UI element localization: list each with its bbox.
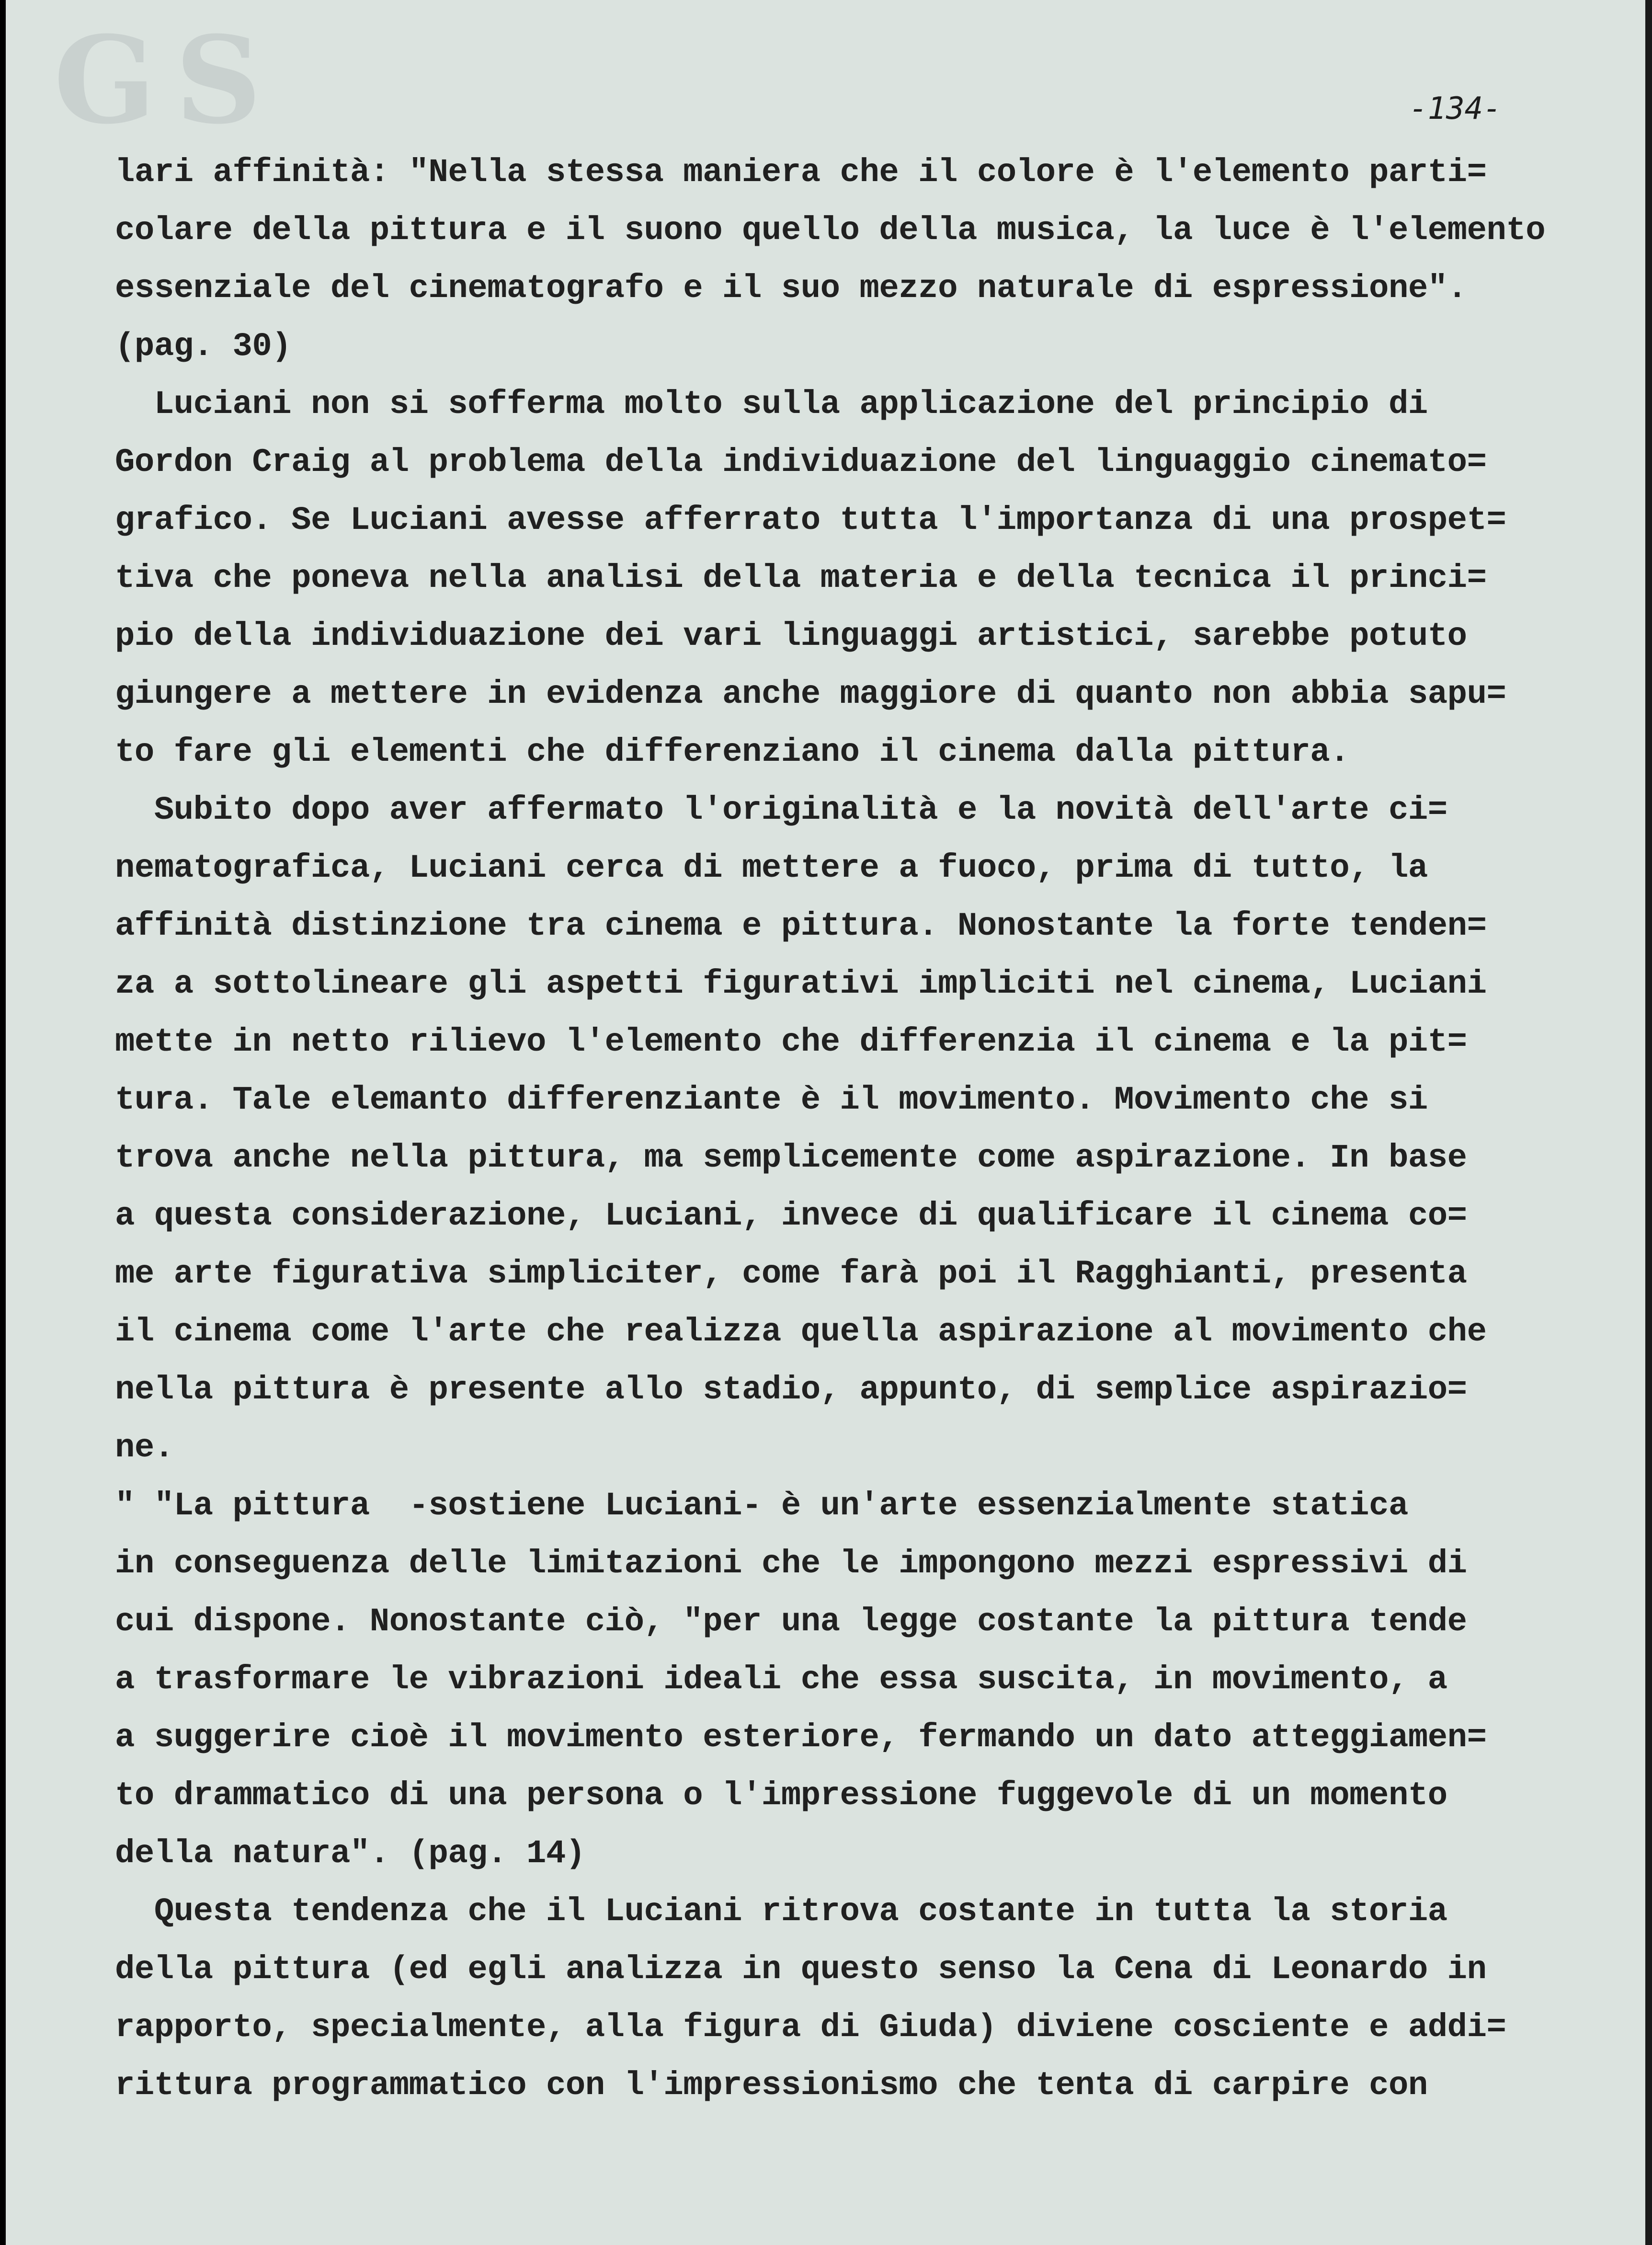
text-line: tiva che poneva nella analisi della materia e della tecnica il princi= [115,560,1487,597]
text-line: ne. [115,1429,174,1466]
text-line: grafico. Se Luciani avesse afferrato tutta l'importanza di una prospet= [115,502,1506,539]
text-line: cui dispone. Nonostante ciò, "per una legge costante la pittura tende [115,1603,1467,1640]
text-line: giungere a mettere in evidenza anche maggiore di quanto non abbia sapu= [115,676,1506,713]
text-line: affinità distinzione tra cinema e pittura. Nonostante la forte tenden= [115,907,1487,945]
text-line: nematografica, Luciani cerca di mettere a fuoco, prima di tutto, la [115,849,1428,887]
page-sheet [6,0,1652,2245]
typed-text-body [115,144,1566,2115]
text-line: to drammatico di una persona o l'impressione fuggevole di un momento [115,1777,1447,1814]
text-line: Gordon Craig al problema della individuazione del linguaggio cinemato= [115,444,1487,481]
text-line: Subito dopo aver affermato l'originalità e la novità dell'arte ci= [115,791,1447,829]
text-line: mette in netto rilievo l'elemento che differenzia il cinema e la pit= [115,1023,1467,1061]
text-line: " "La pittura -sostiene Luciani- è un'arte essenzialmente statica [115,1487,1408,1524]
text-line: za a sottolineare gli aspetti figurativi impliciti nel cinema, Luciani [115,965,1487,1003]
text-line: della natura". (pag. 14) [115,1835,585,1872]
text-line: pio della individuazione dei vari linguaggi artistici, sarebbe potuto [115,618,1467,655]
text-line: rittura programmatico con l'impressionismo che tenta di carpire con [115,2067,1428,2104]
scan-edge [1645,0,1652,2245]
text-line: nella pittura è presente allo stadio, appunto, di semplice aspirazio= [115,1371,1467,1409]
text-line: Luciani non si sofferma molto sulla applicazione del principio di [115,386,1428,423]
text-line: a trasformare le vibrazioni ideali che essa suscita, in movimento, a [115,1661,1447,1698]
page-number: -134- [1409,91,1502,126]
text-line: a questa considerazione, Luciani, invece di qualificare il cinema co= [115,1197,1467,1235]
faded-stamp: GS [54,10,281,150]
text-line: me arte figurativa simpliciter, come farà poi il Ragghianti, presenta [115,1255,1467,1293]
text-line: (pag. 30) [115,328,292,365]
text-line: Questa tendenza che il Luciani ritrova costante in tutta la storia [115,1893,1447,1930]
text-line: essenziale del cinematografo e il suo mezzo naturale di espressione". [115,270,1467,307]
text-line: a suggerire cioè il movimento esteriore, fermando un dato atteggiamen= [115,1719,1487,1756]
text-line: il cinema come l'arte che realizza quella aspirazione al movimento che [115,1313,1487,1351]
text-line: rapporto, specialmente, alla figura di Giuda) diviene cosciente e addi= [115,2009,1506,2046]
text-line: to fare gli elementi che differenziano il cinema dalla pittura. [115,733,1350,771]
text-line: colare della pittura e il suono quello della musica, la luce è l'elemento [115,212,1546,249]
text-line: lari affinità: "Nella stessa maniera che il colore è l'elemento parti= [115,154,1487,191]
text-line: tura. Tale elemanto differenziante è il movimento. Movimento che si [115,1081,1428,1119]
text-line: trova anche nella pittura, ma semplicemente come aspirazione. In base [115,1139,1467,1177]
text-line: della pittura (ed egli analizza in questo senso la Cena di Leonardo in [115,1951,1487,1988]
text-line: in conseguenza delle limitazioni che le impongono mezzi espressivi di [115,1545,1467,1582]
